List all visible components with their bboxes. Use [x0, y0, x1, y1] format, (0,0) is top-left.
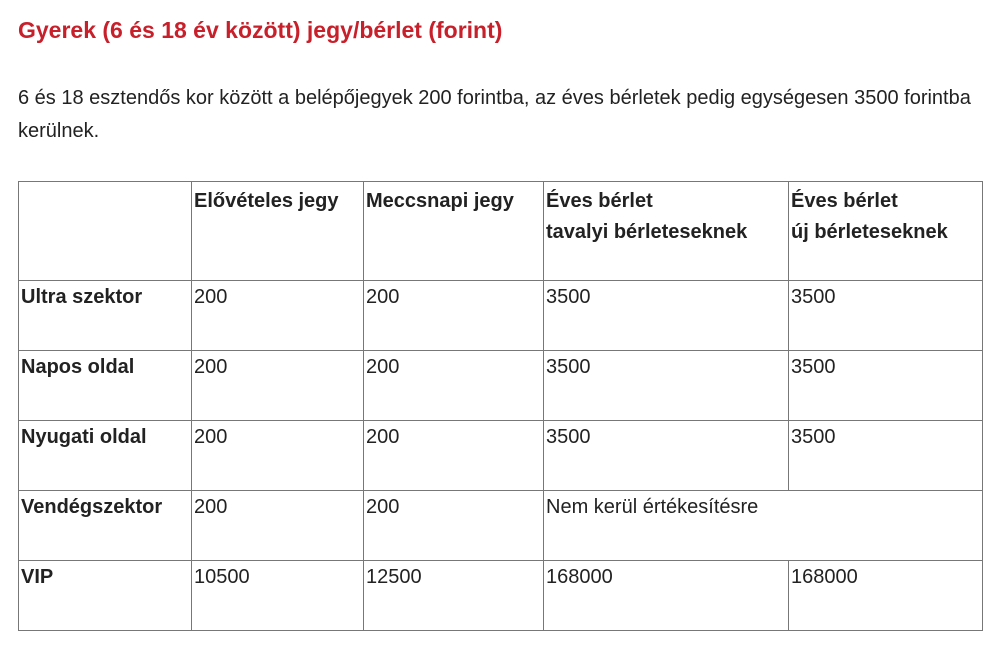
- table-row: [19, 351, 983, 421]
- table-cell: 3500: [789, 281, 983, 351]
- table-cell: 200: [192, 351, 364, 421]
- table-cell: 200: [364, 421, 544, 491]
- table-cell: 3500: [544, 351, 789, 421]
- header-line: Elővételes jegy: [194, 190, 339, 212]
- table-cell: 200: [192, 281, 364, 351]
- table-cell: 168000: [544, 561, 789, 631]
- table-cell-merged: Nem kerül értékesítésre: [544, 491, 983, 561]
- table-row: [19, 421, 983, 491]
- table-row: [19, 491, 983, 561]
- intro-paragraph: 6 és 18 esztendős kor között a belépőjegyek 200 forintba, az éves bérletek pedig egységesen 3500 forintba kerülnek.: [18, 87, 971, 142]
- header-cell-season-returning: [544, 182, 789, 281]
- table-cell: 12500: [364, 561, 544, 631]
- table-row: [19, 561, 983, 631]
- ticket-price-table: [18, 181, 983, 631]
- table-cell: 10500: [192, 561, 364, 631]
- table-cell: 3500: [789, 351, 983, 421]
- row-label: Napos oldal: [19, 351, 192, 421]
- table-cell: 200: [192, 421, 364, 491]
- header-cell-season-new: [789, 182, 983, 281]
- header-line: Éves bérlet: [546, 190, 653, 212]
- table-cell: 168000: [789, 561, 983, 631]
- header-line: Meccsnapi jegy: [366, 190, 514, 212]
- row-label: Vendégszektor: [19, 491, 192, 561]
- row-label: VIP: [19, 561, 192, 631]
- table-cell: 200: [192, 491, 364, 561]
- table-header-row: [19, 182, 983, 281]
- row-label: Nyugati oldal: [19, 421, 192, 491]
- table-row: [19, 281, 983, 351]
- header-line: Éves bérlet: [791, 190, 898, 212]
- table-cell: 200: [364, 351, 544, 421]
- row-label: Ultra szektor: [19, 281, 192, 351]
- table-cell: 200: [364, 491, 544, 561]
- table-cell: 3500: [789, 421, 983, 491]
- section-heading: Gyerek (6 és 18 év között) jegy/bérlet (forint): [18, 17, 503, 43]
- header-cell-advance-ticket: [192, 182, 364, 281]
- table-cell: 3500: [544, 281, 789, 351]
- header-line: új bérleteseknek: [791, 221, 948, 243]
- header-cell-matchday-ticket: [364, 182, 544, 281]
- table-cell: 200: [364, 281, 544, 351]
- header-cell-empty: [19, 182, 192, 281]
- header-line: tavalyi bérleteseknek: [546, 221, 748, 243]
- table-cell: 3500: [544, 421, 789, 491]
